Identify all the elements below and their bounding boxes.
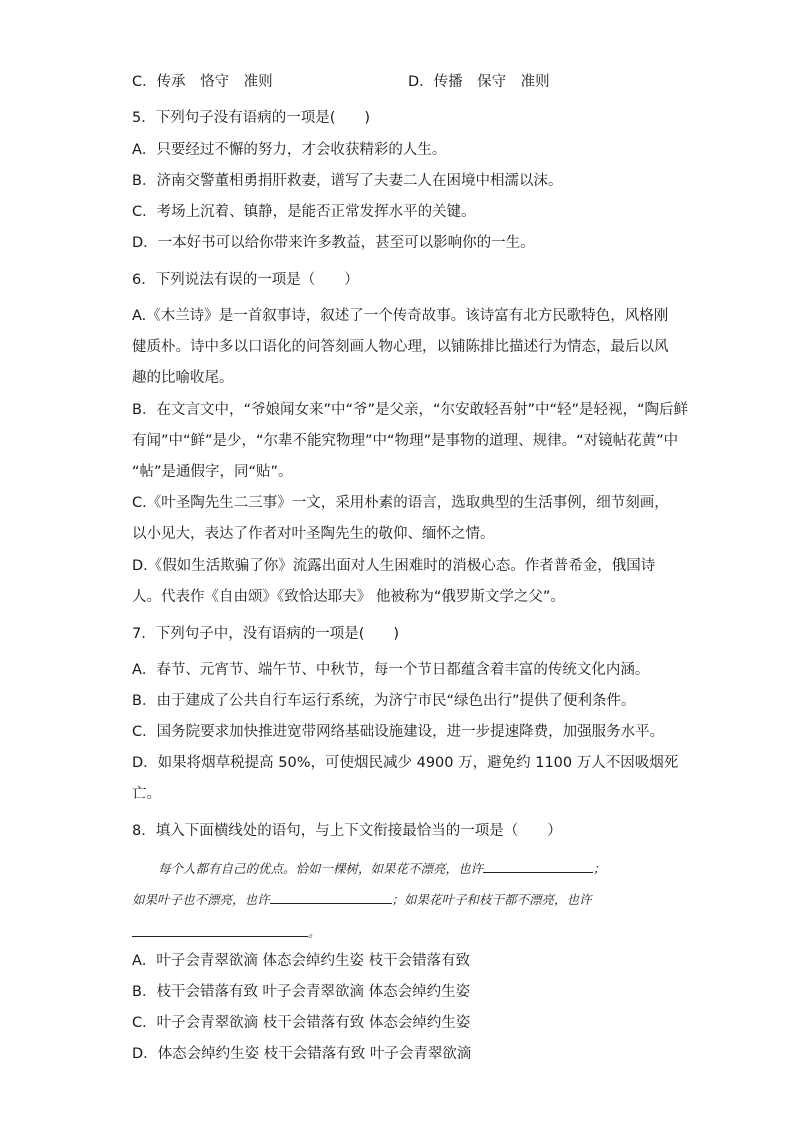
answer-blank-1 xyxy=(483,858,593,873)
q7-line: C．国务院要求加快推进宽带网络基础设施建设，进一步提速降费，加强服务水平。 xyxy=(132,724,665,740)
q6-line: 趣的比喻收尾。 xyxy=(132,370,234,386)
q6-line: 健质朴。诗中多以口语化的问答刻画人物心理，以铺陈排比描述行为情态，最后以风 xyxy=(132,339,669,355)
q6-line: 以小见大，表达了作者对叶圣陶先生的敬仰、缅怀之情。 xyxy=(132,526,495,542)
passage-text: 每个人都有自己的优点。恰如一棵树，如果花不漂亮，也许 xyxy=(158,861,484,876)
q6-line: 有闻”中“鲜”是少，“尔辈不能究物理”中“物理”是事物的道理、规律。“对镜帖花黄”中 xyxy=(132,433,679,449)
q8-option-d: D．体态会绰约生姿 枝干会错落有致 叶子会青翠欲滴 xyxy=(132,1046,472,1062)
passage-text: ；如果花叶子和枝干都不漂亮，也许 xyxy=(391,892,592,907)
q5-option-b: B．济南交警董相勇捐肝救妻，谱写了夫妻二人在困境中相濡以沫。 xyxy=(132,173,563,189)
q5-stem: 5．下列句子没有语病的一项是( ) xyxy=(132,110,371,126)
q7-stem: 7．下列句子中，没有语病的一项是( ) xyxy=(132,626,400,642)
q8-option-c: C．叶子会青翠欲滴 枝干会错落有致 体态会绰约生姿 xyxy=(132,1015,471,1031)
q6-line: B．在文言文中，“爷娘闻女来”中“爷”是父亲，“尔安敢轻吾射”中“轻”是轻视，“陶后鲜 xyxy=(132,402,689,418)
passage-text: 。 xyxy=(308,925,321,940)
q7-line: B．由于建成了公共自行车运行系统，为济宁市民“绿色出行”提供了便利条件。 xyxy=(132,693,636,709)
passage-text: ； xyxy=(593,861,606,876)
q8-passage-line-1 xyxy=(158,858,606,878)
answer-blank-2 xyxy=(270,889,392,904)
q6-line: C.《叶圣陶先生二三事》一文，采用朴素的语言，选取典型的生活事例，细节刻画， xyxy=(132,495,669,511)
passage-text: 如果叶子也不漂亮，也许 xyxy=(132,892,270,907)
answer-blank-3 xyxy=(132,922,308,937)
q4-option-c: C．传承 恪守 准则 xyxy=(132,74,273,90)
q5-option-d: D．一本好书可以给你带来许多教益，甚至可以影响你的一生。 xyxy=(132,235,535,251)
q6-line: 人。代表作《自由颂》《致恰达耶夫》 他被称为“俄罗斯文学之父”。 xyxy=(132,589,565,605)
q4-option-d: D．传播 保守 准则 xyxy=(408,74,550,90)
q5-option-c: C．考场上沉着、镇静，是能否正常发挥水平的关键。 xyxy=(132,204,476,220)
q7-line: A．春节、元宵节、端午节、中秋节，每一个节日都蕴含着丰富的传统文化内涵。 xyxy=(132,662,650,678)
q6-line: D.《假如生活欺骗了你》流露出面对人生困难时的消极心态。作者普希金，俄国诗 xyxy=(132,558,656,574)
q6-line: A.《木兰诗》是一首叙事诗，叙述了一个传奇故事。该诗富有北方民歌特色，风格刚 xyxy=(132,308,669,324)
q8-passage-line-2 xyxy=(132,889,592,909)
q8-option-b: B．枝干会错落有致 叶子会青翠欲滴 体态会绰约生姿 xyxy=(132,984,471,1000)
q7-line: D．如果将烟草税提高 50%，可使烟民减少 4900 万，避免约 1100 万人不因吸烟死 xyxy=(132,755,679,771)
q8-option-a: A．叶子会青翠欲滴 体态会绰约生姿 枝干会错落有致 xyxy=(132,953,471,969)
q6-line: “帖”是通假字，同“贴”。 xyxy=(132,464,293,480)
q5-option-a: A．只要经过不懈的努力，才会收获精彩的人生。 xyxy=(132,142,447,158)
q6-stem: 6．下列说法有误的一项是（ ） xyxy=(132,272,359,288)
q8-stem: 8．填入下面横线处的语句，与上下文衔接最恰当的一项是（ ） xyxy=(132,823,562,839)
q8-passage-line-3 xyxy=(132,922,321,942)
q7-line: 亡。 xyxy=(132,786,161,802)
